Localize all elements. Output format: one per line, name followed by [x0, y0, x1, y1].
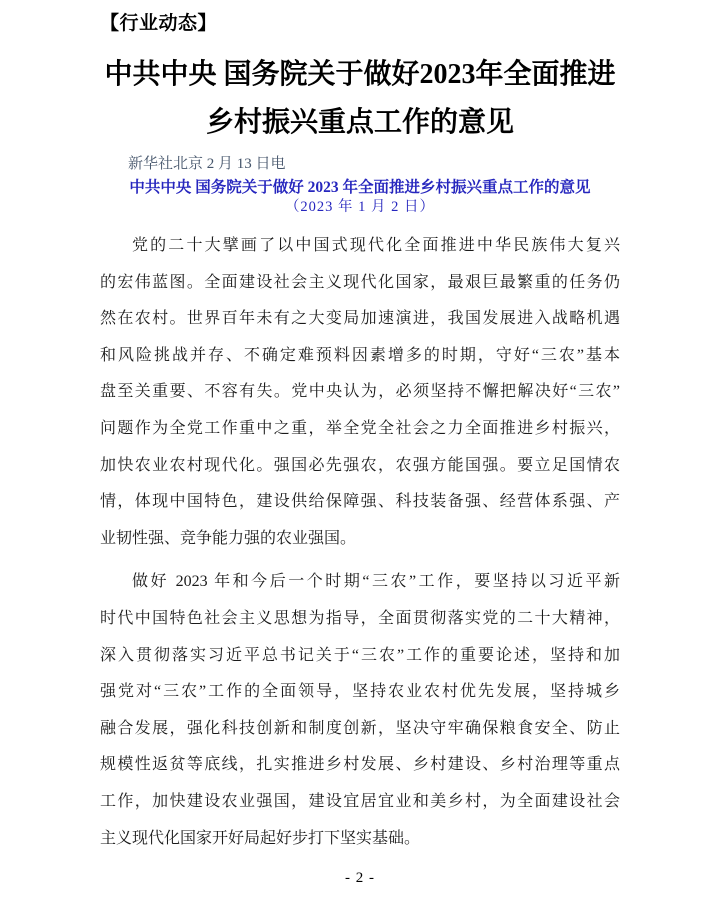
body-line: 强党对“三农”工作的全面领导，坚持农业农村优先发展，坚持城乡	[100, 683, 620, 701]
title-line-2: 乡村振兴重点工作的意见	[205, 107, 514, 138]
body-line: 的宏伟蓝图。全面建设社会主义现代化国家，最艰巨最繁重的任务仍	[100, 273, 620, 291]
body-line: 规模性返贫等底线，扎实推进乡村发展、乡村建设、乡村治理等重点	[100, 756, 620, 774]
inner-document-date: （2023 年 1 月 2 日）	[284, 199, 436, 215]
document-title	[100, 51, 620, 147]
body-line: 业韧性强、竞争能力强的农业强国。	[100, 529, 357, 547]
body-line: 党的二十大擘画了以中国式现代化全面推进中华民族伟大复兴	[132, 237, 620, 254]
body-line: 情，体现中国特色，建设供给保障强、科技装备强、经营体系强、产	[100, 493, 620, 511]
body-line: 和风险挑战并存、不确定难预料因素增多的时期，守好“三农”基本	[100, 346, 620, 364]
body-line: 加快农业农村现代化。强国必先强农，农强方能国强。要立足国情农	[100, 456, 620, 474]
body-line: 工作，加快建设农业强国，建设宜居宜业和美乡村，为全面建设社会	[100, 792, 620, 810]
news-agency-dateline: 新华社北京 2 月 13 日电	[128, 156, 286, 172]
body-line: 问题作为全党工作重中之重，举全党全社会之力全面推进乡村振兴，	[100, 419, 620, 437]
body-line: 时代中国特色社会主义思想为指导，全面贯彻落实党的二十大精神，	[100, 609, 620, 627]
body-line: 深入贯彻落实习近平总书记关于“三农”工作的重要论述，坚持和加	[100, 646, 620, 664]
paragraph-1	[100, 228, 620, 557]
body-line: 做好 2023 年和今后一个时期“三农”工作，要坚持以习近平新	[132, 573, 620, 591]
inner-document-title: 中共中央 国务院关于做好 2023 年全面推进乡村振兴重点工作的意见	[129, 179, 591, 196]
paragraph-2	[100, 564, 620, 857]
title-line-1: 中共中央 国务院关于做好2023年全面推进	[104, 59, 616, 90]
section-tag: 【行业动态】	[100, 13, 218, 34]
body-line: 盘至关重要、不容有失。党中央认为，必须坚持不懈把解决好“三农”	[100, 383, 620, 401]
body-line: 融合发展，强化科技创新和制度创新，坚决守牢确保粮食安全、防止	[100, 719, 620, 737]
page-number: - 2 -	[345, 870, 375, 887]
body-line: 主义现代化国家开好局起好步打下坚实基础。	[100, 829, 421, 847]
body-line: 然在农村。世界百年未有之大变局加速演进，我国发展进入战略机遇	[100, 310, 620, 328]
